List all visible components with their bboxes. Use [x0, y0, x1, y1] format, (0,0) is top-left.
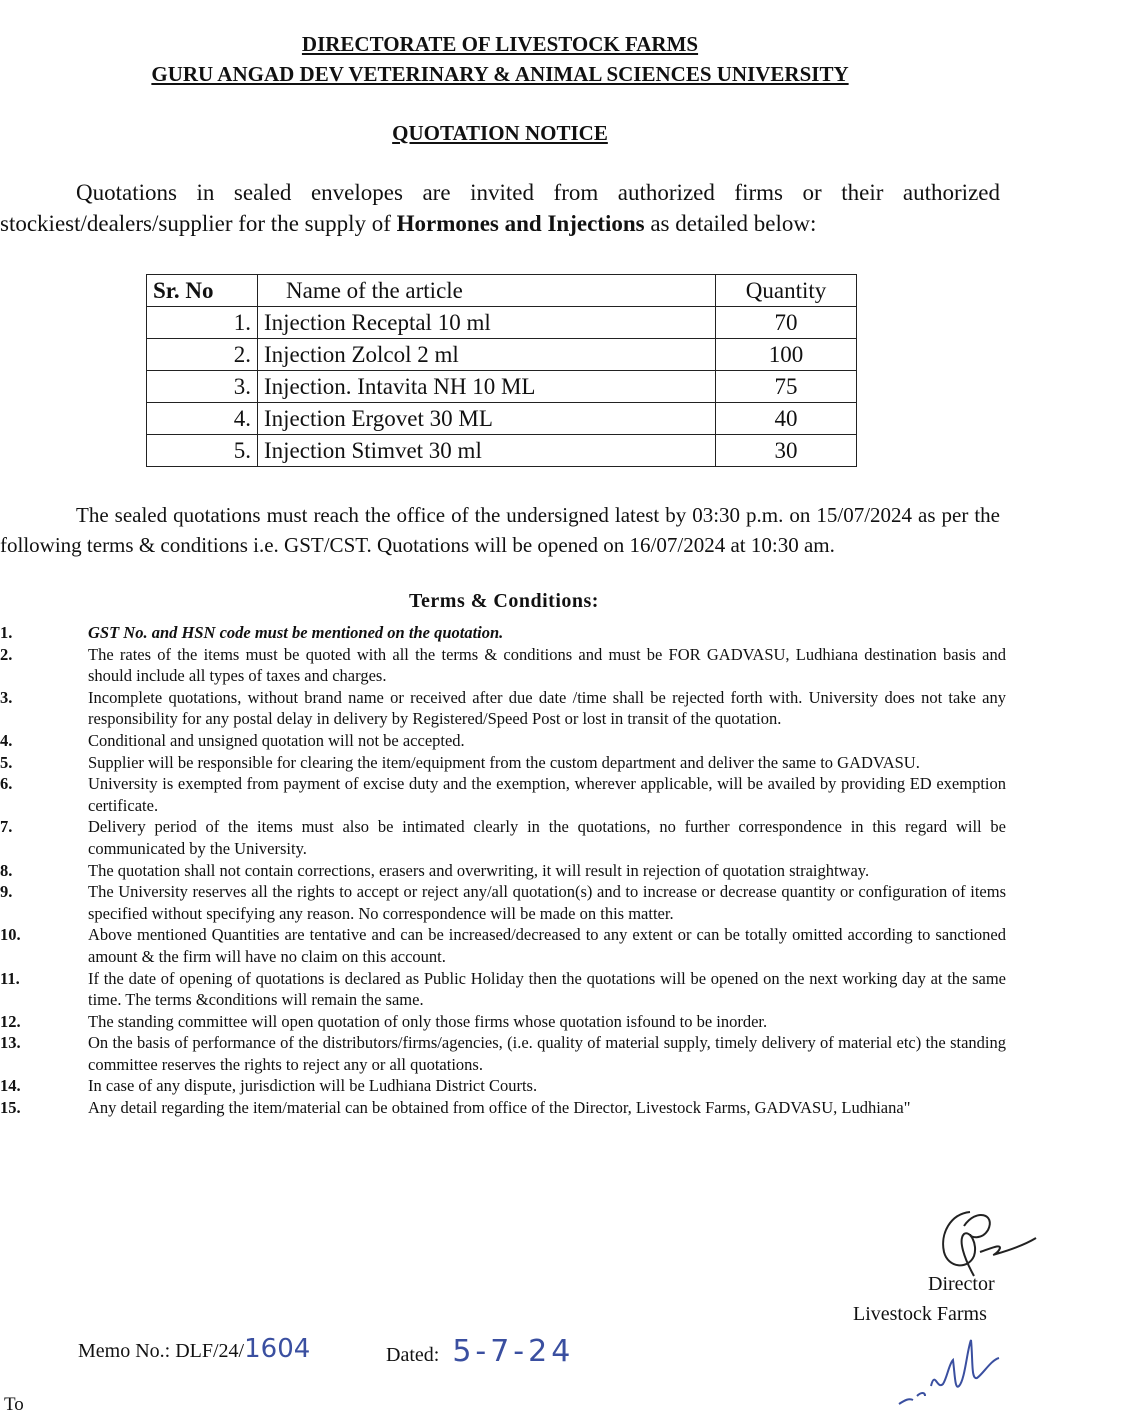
cell-sr: 4.	[147, 403, 258, 435]
list-item	[0, 687, 1006, 730]
list-item	[0, 816, 1006, 859]
signatory-office: Livestock Farms	[853, 1303, 987, 1325]
term-text: The rates of the items must be quoted with all the terms & conditions and must be FOR GADVASU, Ludhiana destination basis and should include all types of taxes and charges.	[88, 644, 1006, 686]
director-signature	[930, 1204, 1040, 1280]
university-title: GURU ANGAD DEV VETERINARY & ANIMAL SCIENCES UNIVERSITY	[151, 62, 849, 86]
col-header-name: Name of the article	[258, 275, 716, 307]
list-item	[0, 1097, 1006, 1119]
terms-title: Terms & Conditions:	[409, 590, 599, 612]
list-item	[0, 860, 1006, 882]
cell-name: Injection Receptal 10 ml	[258, 307, 716, 339]
col-header-qty: Quantity	[716, 275, 857, 307]
term-text: GST No. and HSN code must be mentioned on the quotation.	[88, 623, 504, 642]
deadline-text: The sealed quotations must reach the office of the undersigned latest by 03:30 p.m. on 15/07/2024 as per the following terms & conditions i.e. GST/CST. Quotations will be opened on 16/07/2024 at 10:30 am.	[0, 503, 1000, 557]
term-text: On the basis of performance of the distributors/firms/agencies, (i.e. quality of material supply, timely delivery of material etc) the standing committee reserves the rights to reject any or all quotations.	[88, 1033, 1006, 1074]
table-row	[147, 371, 857, 403]
term-text: Above mentioned Quantities are tentative and can be increased/decreased to any extent or can be totally omitted according to sanctioned amount & the firm will have no claim on this account.	[88, 925, 1006, 966]
deadline-paragraph	[0, 500, 1000, 560]
table-row	[147, 339, 857, 371]
list-item	[0, 622, 1006, 644]
org-title: DIRECTORATE OF LIVESTOCK FARMS	[301, 32, 699, 56]
list-item	[0, 773, 1006, 816]
term-number: 10.	[0, 925, 21, 945]
term-number: 2.	[0, 644, 13, 664]
dated-line	[386, 1334, 574, 1369]
list-item	[0, 1032, 1006, 1075]
table-row	[147, 403, 857, 435]
cell-sr: 5.	[147, 435, 258, 467]
term-number: 5.	[0, 752, 13, 772]
terms-list	[0, 622, 1006, 1119]
term-text: University is exempted from payment of excise duty and the exemption, wherever applicable, will be availed by providing ED exemption certificate.	[88, 774, 1006, 815]
term-text: Incomplete quotations, without brand name or received after due date /time shall be rejected forth with. University does not take any responsibility for any postal delay in delivery by Registered/Speed Post or lost in transit of the quotation.	[88, 687, 1006, 729]
cell-qty: 100	[716, 339, 857, 371]
intro-text-end: as detailed below:	[644, 211, 817, 236]
table-row	[147, 435, 857, 467]
term-number: 7.	[0, 817, 13, 837]
term-number: 15.	[0, 1098, 21, 1118]
cell-sr: 2.	[147, 339, 258, 371]
cell-qty: 70	[716, 307, 857, 339]
list-item	[0, 968, 1006, 1011]
intro-text: Quotations in sealed envelopes are invited from authorized firms or their authorized stockiest/dealers/supplier for the supply of	[0, 180, 1000, 236]
term-text: Conditional and unsigned quotation will not be accepted.	[88, 730, 465, 750]
list-item	[0, 752, 1006, 774]
cell-name: Injection Stimvet 30 ml	[258, 435, 716, 467]
cell-qty: 75	[716, 371, 857, 403]
cell-sr: 3.	[147, 371, 258, 403]
term-text: In case of any dispute, jurisdiction will be Ludhiana District Courts.	[88, 1076, 538, 1096]
intro-paragraph	[0, 177, 1000, 239]
cell-name: Injection. Intavita NH 10 ML	[258, 371, 716, 403]
intro-bold-items: Hormones and Injections	[396, 211, 645, 236]
col-header-sr: Sr. No	[147, 275, 258, 307]
memo-number: 1604	[244, 1334, 311, 1364]
cell-name: Injection Ergovet 30 ML	[258, 403, 716, 435]
to-label: To	[4, 1394, 24, 1415]
term-number: 12.	[0, 1011, 21, 1031]
table-header-row	[147, 275, 857, 307]
term-number: 9.	[0, 882, 13, 902]
cell-qty: 30	[716, 435, 857, 467]
term-text: The standing committee will open quotation of only those firms whose quotation isfound to be inorder.	[88, 1011, 768, 1031]
list-item	[0, 881, 1006, 924]
term-number: 13.	[0, 1033, 21, 1053]
items-table	[146, 274, 857, 467]
signatory-title: Director	[928, 1273, 995, 1295]
notice-title: QUOTATION NOTICE	[392, 121, 608, 145]
cell-sr: 1.	[147, 307, 258, 339]
memo-date: 5-7-24	[452, 1334, 575, 1369]
cell-qty: 40	[716, 403, 857, 435]
term-number: 8.	[0, 860, 13, 880]
term-text: Delivery period of the items must also be intimated clearly in the quotations, no further correspondence in this regard will be communicated by the University.	[88, 817, 1006, 858]
term-number: 3.	[0, 687, 13, 707]
list-item	[0, 1075, 1006, 1097]
list-item	[0, 730, 1006, 752]
cell-name: Injection Zolcol 2 ml	[258, 339, 716, 371]
term-number: 14.	[0, 1076, 21, 1096]
memo-label: Memo No.: DLF/24/	[78, 1340, 245, 1362]
term-text: Supplier will be responsible for clearing the item/equipment from the custom department and deliver the same to GADVASU.	[88, 752, 920, 772]
dated-label: Dated:	[386, 1344, 440, 1366]
term-number: 1.	[0, 623, 13, 642]
term-text: Any detail regarding the item/material can be obtained from office of the Director, Livestock Farms, GADVASU, Ludhiana"	[88, 1098, 911, 1118]
term-text: If the date of opening of quotations is declared as Public Holiday then the quotations will be opened on the next working day at the same time. The terms &conditions will remain the same.	[88, 968, 1006, 1010]
list-item	[0, 1011, 1006, 1033]
term-number: 11.	[0, 968, 20, 988]
list-item	[0, 644, 1006, 687]
memo-line	[78, 1334, 310, 1364]
term-text: The quotation shall not contain corrections, erasers and overwriting, it will result in rejection of quotation straightway.	[88, 860, 870, 880]
term-number: 4.	[0, 730, 13, 750]
list-item	[0, 924, 1006, 967]
blue-initials	[895, 1330, 1005, 1410]
table-row	[147, 307, 857, 339]
term-text: The University reserves all the rights to accept or reject any/all quotation(s) and to increase or decrease quantity or configuration of items specified without specifying any reason. No correspondence will be made on this matter.	[88, 882, 1006, 923]
term-number: 6.	[0, 774, 13, 794]
